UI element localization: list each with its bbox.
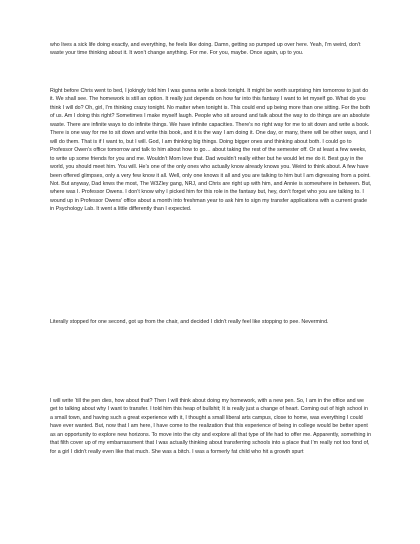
body-paragraph: I will write ‘till the pen dies, how about that? Then I will think about doing my homework, with a new pen. So, I am in the office and we get to talking about why I want to transfer. I told him this heap of bullshit; It is really just a change of heart. Coming out of high school in a small town, and having such a great experience with it, I thought a small liberal arts campus, close to home, was everything I could have ever wanted. But, now that I am here, I have come to the realization that this experience of being in college would be better spent as an opportunity to explore new horizons. To move into the city and explore all that type of life had to offer me. Apparently, something in that filth cover up of my embarrassment that I was actually thinking about transferring schools into a place that I’m really not too fond of, for a girl I didn’t really even like that much. She was a bitch. I was a formerly fat child who hit a growth spurt	[50, 398, 372, 455]
body-paragraph: who lives a sick life doing exactly, and everything, he feels like doing. Damn, getting so pumped up over here. Yeah, I’m weird, don’t waste your time thinking about it. It won’t change anything. For me. For you, maybe. Once again, up to you.	[50, 42, 361, 57]
body-paragraph: Literally stopped for one second, got up from the chair, and decided I didn’t really feel like stopping to pee. Nevermind.	[50, 319, 329, 325]
body-paragraph: Right before Chris went to bed, I jokingly told him I was gunna write a book tonight. It might be worth surprising him tomorrow to just do it. We shall see. The homework is still an option. It really just depends on how far into this fantasy I want to let myself go. What do you think I will do? Oh, girl, I’m thinking crazy tonight. No matter when tonight is. This could end up being more than one sitting. For the both of us. Am I doing this right? Sometimes I make myself laugh. People who sit around and talk about the way to do things are an absolute waste. There are infinite ways to do infinite things. We have infinite capacities. There’s no right way for me to sit down and write a book. There is one way for me to sit down and write this book, and it is the way I am doing it. One day, or many, there will be other ways, and I will do them. That is if I want to, but I will. God, I am thinking big things. Doing bigger ones and thinking about both. I could go to Professor Owen’s office tomorrow and talk to him about how to go… about taking the rest of the semester off. Or at least a few weeks, to write up some friends for you and me. Wouldn’t Mom love that. Dad wouldn’t really either but he would let me do it. Best guy in the world, you should meet him. You will. He’s one of the only ones who actually know already knows you. Weird to think about. A few have been offered glimpses, only a very few know it all. Well, only one knows it all and you are talking to him but I am digressing from a point. Not. But anyway, Dad knws the most, The W3Zley gang, NRJ, and Chris are right up with him, and Annie is somewhere in between. But, where was I. Professor Owens. I don’t know why I picked him for this role in the fantasy but, hey, don’t forget who you are talking to. I wound up in Professor Owens’ office about a month into freshman year to ask him to sign my transfer applications with a current grade in Psychology Lab. It went a little differently than I expected.	[50, 88, 372, 213]
